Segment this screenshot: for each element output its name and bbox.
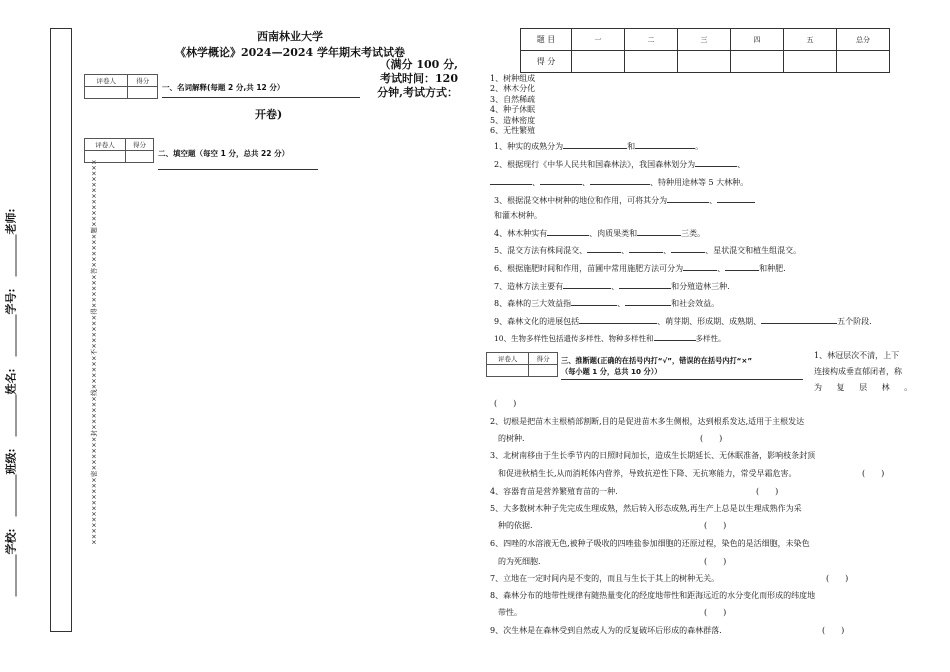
question-text: 。 — [695, 142, 704, 151]
fill-question-7 — [494, 280, 730, 292]
fill-question-4 — [494, 227, 705, 239]
answer-blank[interactable] — [590, 176, 650, 185]
question-text: 和分殖造林三种. — [671, 282, 730, 291]
reviewer-label: 评卷人 — [85, 75, 128, 87]
reviewer-cell[interactable] — [85, 87, 128, 99]
question-text: 1、种实的成熟分为 — [494, 142, 564, 151]
judge-question-5-cont: 种的依据. — [498, 521, 533, 530]
reviewer-cell[interactable] — [487, 365, 529, 377]
question-text: 和社会效益。 — [671, 299, 720, 308]
fill-question-8 — [494, 297, 719, 309]
question-text: 10、生物多样性包括遗传多样性、物种多样性和 — [494, 334, 654, 343]
score-row-label: 得 分 — [521, 51, 572, 73]
answer-blank[interactable] — [654, 332, 696, 341]
score-header-cell: 一 — [572, 29, 625, 51]
answer-paren[interactable]: ( ) — [704, 608, 727, 617]
class-label: 班级: — [4, 448, 18, 475]
exam-time: 考试时间：120 — [380, 72, 458, 85]
score-label: 得分 — [128, 75, 158, 87]
answer-blank[interactable] — [695, 158, 737, 167]
score-cell[interactable] — [837, 51, 890, 73]
exam-mode: 分钟,考试方式： — [377, 86, 458, 99]
fill-question-3-cont: 和灌木树种。 — [494, 211, 542, 220]
judge-question-5: 5、大多数树木种子先完成生理成熟，然后转入形态成熟,再生产上总是以生理成熟作为采 — [490, 504, 802, 513]
open-book: 开卷) — [255, 108, 283, 121]
fill-question-2-cont — [490, 176, 748, 188]
binding-strip-fields — [50, 28, 98, 630]
terms-list — [490, 74, 535, 136]
judge-question-2-cont: 的树种. — [498, 434, 525, 443]
school-label: 学校: — [4, 528, 18, 555]
question-text: 、 — [532, 178, 540, 187]
name-label: 姓名: — [4, 368, 18, 395]
question-text: 、 — [663, 246, 672, 255]
list-item: 5、造林密度 — [490, 115, 536, 125]
score-cell[interactable] — [625, 51, 678, 73]
judge-question-8-cont: 带性。 — [498, 608, 522, 617]
answer-paren[interactable]: ( ) — [704, 521, 727, 530]
judge-question-6-cont: 的为死细胞. — [498, 557, 541, 566]
fill-question-9 — [494, 315, 872, 327]
section1-title: 一、名词解释(每题 2 分,共 12 分） — [162, 82, 360, 98]
score-cell[interactable] — [784, 51, 837, 73]
score-label: 得分 — [529, 353, 558, 365]
university-name: 西南林业大学 — [257, 30, 323, 43]
question-text: 、 — [621, 246, 630, 255]
score-header-cell: 二 — [625, 29, 678, 51]
score-header-cell: 三 — [678, 29, 731, 51]
answer-paren[interactable]: ( ) — [822, 626, 845, 635]
answer-blank[interactable] — [571, 297, 617, 306]
question-text: 、 — [582, 178, 590, 187]
score-cell[interactable] — [731, 51, 784, 73]
judge-question-1 — [814, 348, 922, 396]
question-text: 、 — [617, 299, 626, 308]
judge-question-9: 9、次生林是在森林受到自然或人为的反复破坏后形成的森林群落. — [490, 626, 722, 635]
answer-blank[interactable] — [635, 140, 695, 149]
question-text: 、 — [709, 196, 718, 205]
question-text: 9、森林文化的进展包括 — [494, 317, 580, 326]
question-text: 多样性。 — [695, 334, 726, 343]
answer-paren[interactable]: ( ) — [700, 434, 723, 443]
question-text: 2、根据现行《中华人民共和国森林法》，我国森林划分为 — [494, 160, 696, 169]
question-text: 、 — [611, 282, 620, 291]
reviewer-cell[interactable] — [85, 151, 126, 163]
question-text: 3、根据混交林中树种的地位和作用，可将其分为 — [494, 196, 668, 205]
section1-scorer-box — [84, 74, 158, 99]
question-text: 为 复 层 林 。 — [814, 383, 919, 392]
fill-question-6 — [494, 262, 786, 274]
answer-blank[interactable] — [619, 280, 671, 289]
list-item: 1、树种组成 — [490, 74, 536, 83]
question-text: 4、林木种实有 — [494, 229, 548, 238]
student-id-label: 学号: — [4, 288, 18, 315]
judge-question-6: 6、四唑的水溶液无色,被种子吸收的四唑盐参加细胞的还原过程，染色的是活细胞，未染色 — [490, 539, 810, 548]
student-info — [0, 0, 50, 672]
answer-blank[interactable] — [725, 262, 759, 271]
fill-question-2 — [494, 158, 745, 170]
answer-blank[interactable] — [625, 297, 671, 306]
answer-paren[interactable]: ( ) — [826, 574, 849, 583]
score-header-cell: 题 目 — [521, 29, 572, 51]
question-text: 三类。 — [681, 229, 706, 238]
section2-scorer-box — [84, 138, 154, 163]
score-header-cell: 四 — [731, 29, 784, 51]
list-item: 2、林木分化 — [490, 84, 536, 94]
answer-paren[interactable]: ( ) — [756, 487, 779, 496]
question-text: 8、森林的三大效益指 — [494, 299, 572, 308]
score-cell[interactable] — [529, 365, 558, 377]
question-text: 6、根据施肥时间和作用，苗圃中常用施肥方法可分为 — [494, 264, 684, 273]
answer-blank[interactable] — [563, 140, 627, 149]
score-header-cell: 总分 — [837, 29, 890, 51]
judge-question-2: 2、切根是把苗木主根梢部割断,目的是促进苗木多生侧根，达到根系发达,适用于主根发达 — [490, 417, 805, 426]
question-text: 特种用途林等 5 大林种。 — [658, 178, 749, 187]
answer-paren[interactable]: ( ) — [704, 557, 727, 566]
judge-question-7: 7、立地在一定时间内是不变的，而且与生长于其上的树种无关。 — [490, 574, 720, 583]
teacher-field[interactable] — [3, 136, 19, 281]
question-text: 、星状混交和植生组混交。 — [705, 246, 802, 255]
judge-question-3: 3、北树南移由于生长季节内的日照时间加长，造成生长期延长、无休眠准备，影响枝条封顶 — [490, 451, 816, 460]
question-text: 、 — [650, 178, 658, 187]
judge-question-8: 8、森林分布的地带性规律有随热量变化的经度地带性和距海远近的水分变化而形成的纬度地 — [490, 591, 816, 600]
question-text: 1、林冠层次不清，上下 — [814, 351, 900, 360]
answer-paren[interactable]: ( ) — [862, 469, 885, 478]
score-table — [520, 28, 890, 73]
list-item: 4、种子休眠 — [490, 105, 536, 115]
question-text: 、 — [737, 160, 746, 169]
section3-scorer-box — [486, 352, 558, 377]
question-text: 7、造林方法主要有 — [494, 282, 564, 291]
answer-blank[interactable] — [563, 280, 611, 289]
answer-paren[interactable]: ( ) — [494, 399, 517, 408]
section3-title-line: 三、推断题(正确的在括号内打“√”，错误的在括号内打“×” — [561, 356, 753, 365]
judge-question-3-cont: 和促进秋梢生长,从而消耗体内营养，导致抗逆性下降、无抗寒能力，常受早霜危害。 — [498, 469, 797, 478]
question-text: 、肉质果类和 — [589, 229, 638, 238]
question-text: 和种肥. — [759, 264, 786, 273]
question-text: 和 — [627, 142, 636, 151]
answer-blank[interactable] — [761, 315, 837, 324]
score-cell[interactable] — [678, 51, 731, 73]
list-item: 3、自然稀疏 — [490, 94, 536, 104]
section3-title — [561, 355, 803, 380]
answer-blank[interactable] — [629, 244, 663, 253]
answer-blank[interactable] — [540, 176, 582, 185]
question-text: 连接构成垂直郁闭者，称 — [814, 367, 902, 376]
score-cell[interactable] — [128, 87, 158, 99]
question-text: 5、混交方法有株间混交、 — [494, 246, 588, 255]
fill-question-3 — [494, 194, 755, 206]
answer-blank[interactable] — [547, 227, 589, 236]
answer-blank[interactable] — [587, 244, 621, 253]
answer-blank[interactable] — [637, 227, 681, 236]
answer-blank[interactable] — [490, 176, 532, 185]
answer-blank[interactable] — [579, 315, 657, 324]
seal-line-text: ××××××××××××密××××××封××××××线××××××不××××××得××××××答××××××题×××××××××××× — [90, 159, 98, 545]
full-score: （满分 100 分, — [379, 58, 458, 71]
reviewer-label: 评卷人 — [85, 139, 126, 151]
score-label: 得分 — [126, 139, 154, 151]
score-cell[interactable] — [572, 51, 625, 73]
answer-blank[interactable] — [717, 194, 755, 203]
question-text: 、萌芽期、形成期、成熟期、 — [657, 317, 762, 326]
judge-question-4: 4、容器育苗是营养繁殖育苗的一种. — [490, 487, 618, 496]
section2-title: 二、填空题（每空 1 分，总共 22 分） — [158, 148, 318, 170]
answer-blank[interactable] — [671, 244, 705, 253]
answer-blank[interactable] — [667, 194, 709, 203]
fill-question-1 — [494, 140, 703, 152]
fill-question-5 — [494, 244, 801, 256]
score-header-cell: 五 — [784, 29, 837, 51]
score-cell[interactable] — [126, 151, 154, 163]
reviewer-label: 评卷人 — [487, 353, 529, 365]
question-text: 五个阶段. — [837, 317, 872, 326]
exam-info — [370, 58, 458, 100]
list-item: 6、无性繁殖 — [490, 126, 536, 136]
answer-blank[interactable] — [683, 262, 717, 271]
teacher-label: 老师: — [4, 208, 18, 235]
question-text: 、 — [717, 264, 726, 273]
exam-title: 《林学概论》2024—2024 学年期末考试试卷 — [174, 46, 406, 59]
section3-title-line: （每小题 1 分，总共 10 分）） — [561, 367, 662, 376]
fill-question-10 — [494, 332, 726, 344]
